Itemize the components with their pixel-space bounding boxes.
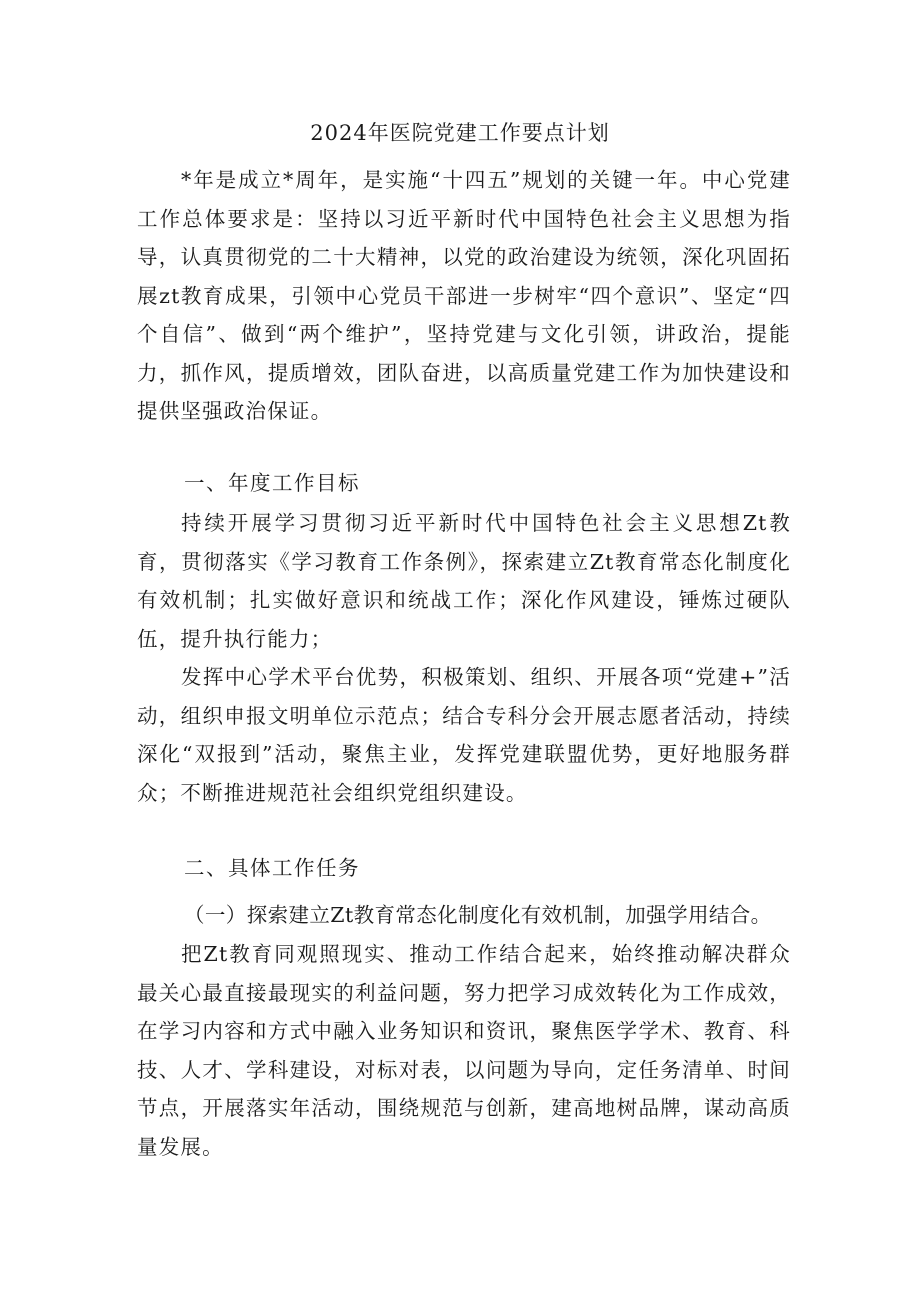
annual-goals-paragraph-1: 持续开展学习贯彻习近平新时代中国特色社会主义思想Zt教育，贯彻落实《学习教育工作条例》，探索建立Zt教育常态化制度化有效机制；扎实做好意识和统战工作；深化作风建设，锤炼过硬队伍，提升执行能力； <box>137 511 791 651</box>
subsection-heading-1: （一）探索建立Zt教育常态化制度化有效机制，加强学用结合。 <box>184 903 772 927</box>
intro-paragraph: *年是成立*周年，是实施“十四五”规划的关键一年。中心党建工作总体要求是：坚持以习近平新时代中国特色社会主义思想为指导，认真贯彻党的二十大精神，以党的政治建设为统领，深化巩固拓展zt教育成果，引领中心党员干部进一步树牢“四个意识”、坚定“四个自信”、做到“两个维护”，坚持党建与文化引领，讲政治，提能力，抓作风，提质增效，团队奋进，以高质量党建工作为加快建设和提供坚强政治保证。 <box>137 168 791 423</box>
subsection-1-paragraph: 把Zt教育同观照现实、推动工作结合起来，始终推动解决群众最关心最直接最现实的利益问题，努力把学习成效转化为工作成效，在学习内容和方式中融入业务知识和资讯，聚焦医学学术、教育、科技、人才、学科建设，对标对表，以问题为导向，定任务清单、时间节点，开展落实年活动，围绕规范与创新，建高地树品牌，谋动高质量发展。 <box>137 942 791 1159</box>
section-heading-annual-goals: 一、年度工作目标 <box>184 471 360 495</box>
document-title: 2024年医院党建工作要点计划 <box>310 121 610 145</box>
section-heading-specific-tasks: 二、具体工作任务 <box>184 856 360 880</box>
annual-goals-paragraph-2: 发挥中心学术平台优势，积极策划、组织、开展各项“党建+”活动，组织申报文明单位示范点；结合专科分会开展志愿者活动，持续深化“双报到”活动，聚焦主业，发挥党建联盟优势，更好地服务群众；不断推进规范社会组织党组织建设。 <box>137 665 791 805</box>
